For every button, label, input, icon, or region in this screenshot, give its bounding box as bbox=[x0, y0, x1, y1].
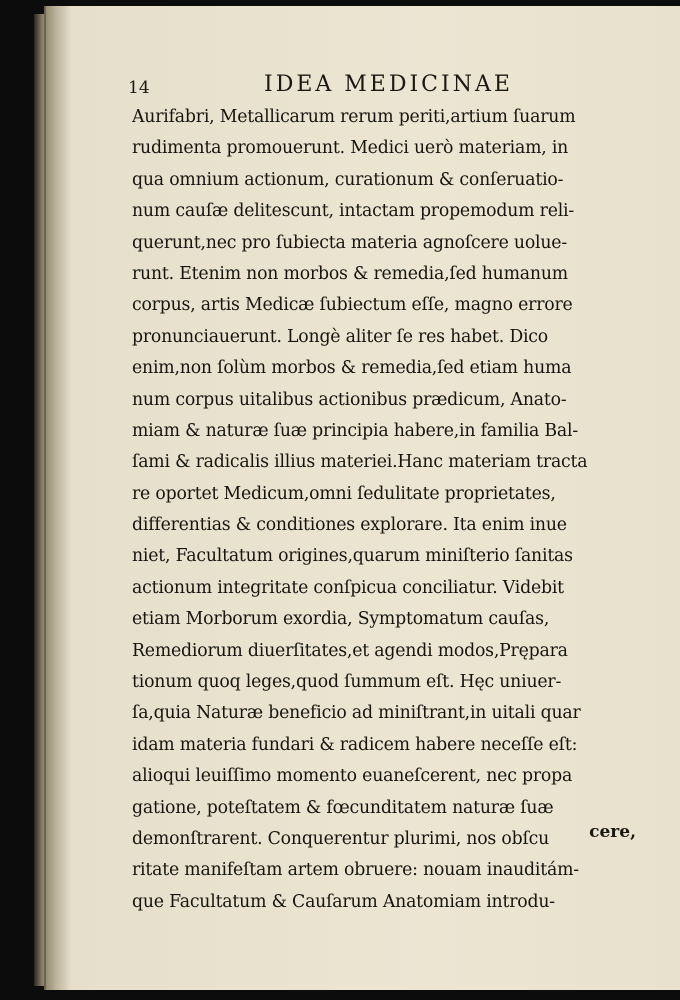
text-line: etiam Morborum exordia, Symptomatum cauſas, bbox=[132, 609, 550, 630]
text-line: actionum integritate conſpicua conciliatur. Videbit bbox=[132, 577, 564, 598]
text-line: que Facultatum & Cauſarum Anatomiam introdu- bbox=[132, 891, 555, 912]
text-line: differentias & conditiones explorare. Ita enim inue bbox=[132, 515, 567, 536]
text-line: num corpus uitalibus actionibus prædicum, Anato- bbox=[132, 389, 567, 410]
text-line: idam materia fundari & radicem habere neceſſe eſt: bbox=[132, 734, 578, 755]
text-line: corpus, artis Medicæ ſubiectum eſſe, magno errore bbox=[132, 295, 573, 316]
text-line: qua omnium actionum, curationum & conſeruatio- bbox=[132, 169, 564, 190]
catchword: cere, bbox=[589, 822, 636, 842]
text-line: rudimenta promouerunt. Medici uerò materiam, in bbox=[132, 138, 569, 159]
text-line: miam & naturæ ſuæ principia habere,in familia Bal- bbox=[132, 420, 578, 441]
text-line: querunt,nec pro ſubiecta materia agnoſcere uolue- bbox=[132, 232, 567, 253]
page-number: 14 bbox=[128, 78, 150, 98]
text-line: ſami & radicalis illius materiei.Hanc materiam tracta bbox=[132, 452, 588, 473]
text-line: demonſtrarent. Conquerentur plurimi, nos obſcu bbox=[132, 828, 550, 849]
running-title: IDEA MEDICINAE bbox=[264, 72, 513, 97]
text-line: alioqui leuiſſimo momento euaneſcerent, nec propa bbox=[132, 766, 573, 787]
text-line: enim,non ſolùm morbos & remedia,ſed etiam huma bbox=[132, 358, 572, 379]
page-header bbox=[128, 72, 568, 104]
text-line: ritate manifeſtam artem obruere: nouam inauditám- bbox=[132, 860, 579, 881]
text-line: num cauſæ delitescunt, intactam propemodum reli- bbox=[132, 201, 575, 222]
text-line: ſa,quia Naturæ beneficio ad miniſtrant,in uitali quar bbox=[132, 703, 581, 724]
text-line: re oportet Medicum,omni ſedulitate proprietates, bbox=[132, 483, 556, 504]
text-line: runt. Etenim non morbos & remedia,ſed humanum bbox=[132, 263, 568, 284]
text-line: Remediorum diuerſitates,et agendi modos,Prępara bbox=[132, 640, 568, 661]
body-text bbox=[132, 102, 662, 918]
text-line: niet, Facultatum origines,quarum miniſterio ſanitas bbox=[132, 546, 573, 567]
text-line: Aurifabri, Metallicarum rerum periti,artium ſuarum bbox=[132, 107, 576, 127]
text-line: pronunciauerunt. Longè aliter ſe res habet. Dico bbox=[132, 326, 548, 347]
gutter-shadow bbox=[46, 6, 72, 990]
text-line: tionum quoq leges,quod ſummum eſt. Hęc uniuer- bbox=[132, 672, 562, 693]
text-line: gatione, poteſtatem & fœcunditatem naturæ ſuæ bbox=[132, 797, 554, 818]
